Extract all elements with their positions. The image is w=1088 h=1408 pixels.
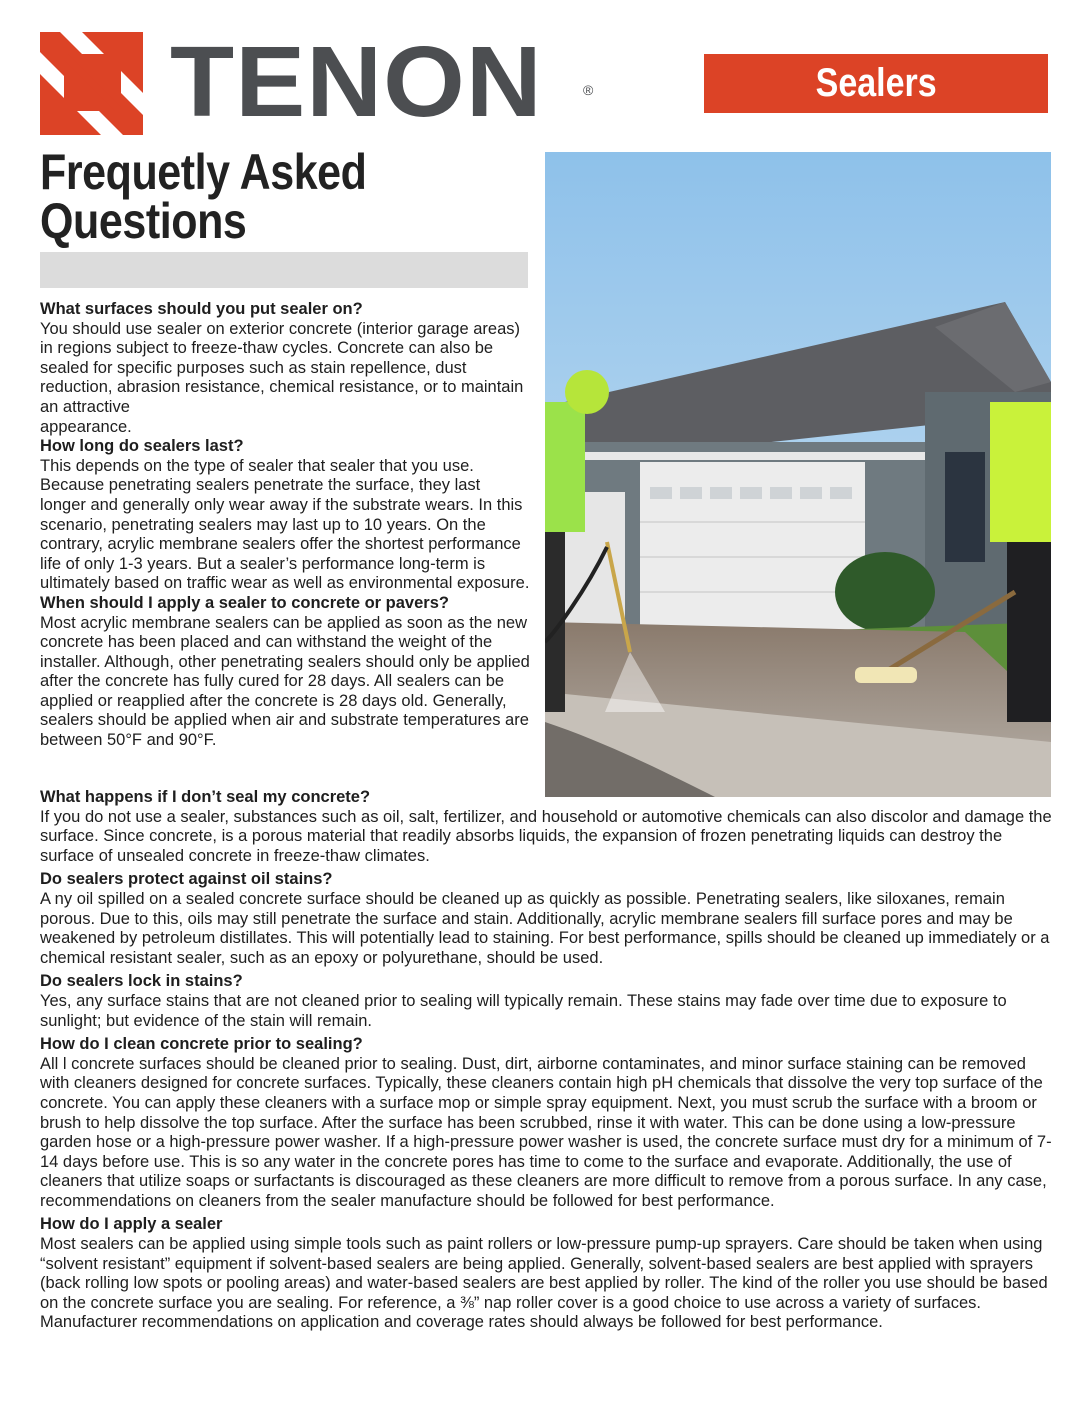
tenon-logo bbox=[40, 26, 594, 138]
faq-question: Do sealers lock in stains? bbox=[40, 972, 243, 991]
faq-item bbox=[40, 300, 530, 437]
faq-question: Do sealers protect against oil stains? bbox=[40, 870, 333, 889]
faq-item bbox=[40, 1035, 1052, 1211]
faq-item bbox=[40, 788, 1052, 866]
faq-item bbox=[40, 1215, 1052, 1333]
faq-question: What happens if I don’t seal my concrete? bbox=[40, 788, 371, 806]
category-banner bbox=[704, 54, 1048, 113]
faq-item bbox=[40, 594, 530, 751]
faq-answer: Most sealers can be applied using simple tools such as paint rollers or low-pressure pump-up sprayers. Care should be taken when using “solvent resistant” equipment if solvent-based sealers are being applied. Generally, solvent-based sealers are best applied with sprayers (back rolling low spots or pooling areas) and water-based sealers are best applied by roller. The kind of the roller you use should be based on the concrete surface you are sealing. For reference, a ⅜” nap roller cover is a good choice to use across a variety of surfaces. Manufacturer recommendations on application and coverage rates should always be followed for best performance. bbox=[40, 1235, 1048, 1332]
title-line-2: Questions bbox=[40, 193, 247, 249]
faq-answer: This depends on the type of sealer that sealer that you use. Because penetrating sealers penetrate the surface, they last longer and generally only wear away if the substrate wears. In this scenario, penetrating sealers may last up to 10 years. On the contrary, acrylic membrane sealers offer the shortest performance life of only 1-3 years. But a sealer’s performance long-term is ultimately based on traffic wear as well as environmental exposure. bbox=[40, 456, 530, 593]
faq-answer: A ny oil spilled on a sealed concrete surface should be cleaned up as quickly as possible. Penetrating sealers, like siloxanes, remain porous. Due to this, oils may still penetrate the surface and stain. Additionally, acrylic membrane sealers fill surface pores and may be weakened by petroleum distillates. This will potentially lead to staining. For best performance, spills should be cleaned up immediately or a chemical resistant sealer, such as an epoxy or polyurethane, should be used. bbox=[40, 889, 1050, 967]
faq-question: How do I clean concrete prior to sealing? bbox=[40, 1035, 363, 1054]
faq-answer: You should use sealer on exterior concrete (interior garage areas) in regions subject to freeze-thaw cycles. Concrete can also be sealed for specific purposes such as stain repellence, dust reduction, abrasion resistance, chemical resistance, or to maintain an attractive bbox=[40, 319, 524, 416]
faq-item bbox=[40, 870, 1052, 968]
photo-illustration bbox=[545, 152, 1051, 797]
title-underline-bar bbox=[40, 252, 528, 288]
workers-sealing-driveway-photo bbox=[545, 152, 1051, 797]
faq-answer: Yes, any surface stains that are not cleaned prior to sealing will typically remain. These stains may fade over time due to exposure to sunlight; but evidence of the stain will remain. bbox=[40, 991, 1007, 1030]
faq-column-wide bbox=[40, 788, 1052, 1333]
faq-answer: If you do not use a sealer, substances such as oil, salt, fertilizer, and household or automotive chemicals can also discolor and damage the surface. Since concrete, is a porous material that readily absorbs liquids, the expansion of frozen penetrating liquids can destroy the surface of unsealed concrete in freeze-thaw climates. bbox=[40, 807, 1052, 865]
faq-answer: Most acrylic membrane sealers can be applied as soon as the new concrete has been placed and can withstand the weight of the installer. Although, other penetrating sealers should only be applied after the concrete has fully cured for 28 days. All sealers can be applied or reapplied after the concrete is 28 days old. Generally, sealers should be applied when air and substrate temperatures are between 50°F and 90°F. bbox=[40, 613, 530, 750]
faq-question: What surfaces should you put sealer on? bbox=[40, 300, 363, 318]
faq-question: How do I apply a sealer bbox=[40, 1215, 223, 1234]
faq-column-narrow bbox=[40, 300, 530, 751]
title-line-1: Frequetly Asked bbox=[40, 144, 367, 200]
faq-answer: All l concrete surfaces should be cleaned prior to sealing. Dust, dirt, airborne contaminates, and minor surface staining can be removed with cleaners designed for concrete surfaces. Typically, these cleaners contain high pH chemicals that dissolve the very top surface of the concrete. You can apply these cleaners with a surface mop or simple spray equipment. Next, you must scrub the surface with a broom or brush to help dissolve the top surface. After the surface has been scrubbed, rinse it with water. This can be done using a low-pressure garden hose or a high-pressure power washer. If a high-pressure power washer is used, the concrete surface must dry for a minimum of 7-14 days before use. This is so any water in the concrete pores has time to come to the surface and evaporate. Additionally, the use of cleaners that utilize soaps or surfactants is discouraged as these cleaners are more difficult to remove from a porous surface. In any case, recommendations on cleaners from the sealer manufacture should be followed for best performance. bbox=[40, 1054, 1052, 1210]
registered-mark: ® bbox=[583, 82, 594, 98]
faq-answer-continuation: appearance. bbox=[40, 417, 132, 436]
faq-item bbox=[40, 972, 1052, 1031]
brand-wordmark: TENON bbox=[170, 26, 543, 138]
tenon-logo-mark-icon bbox=[40, 32, 143, 135]
faq-question: How long do sealers last? bbox=[40, 437, 244, 456]
page-title bbox=[40, 144, 520, 249]
category-label: Sealers bbox=[815, 61, 937, 105]
faq-question: When should I apply a sealer to concrete or pavers? bbox=[40, 593, 449, 612]
faq-item bbox=[40, 437, 530, 594]
